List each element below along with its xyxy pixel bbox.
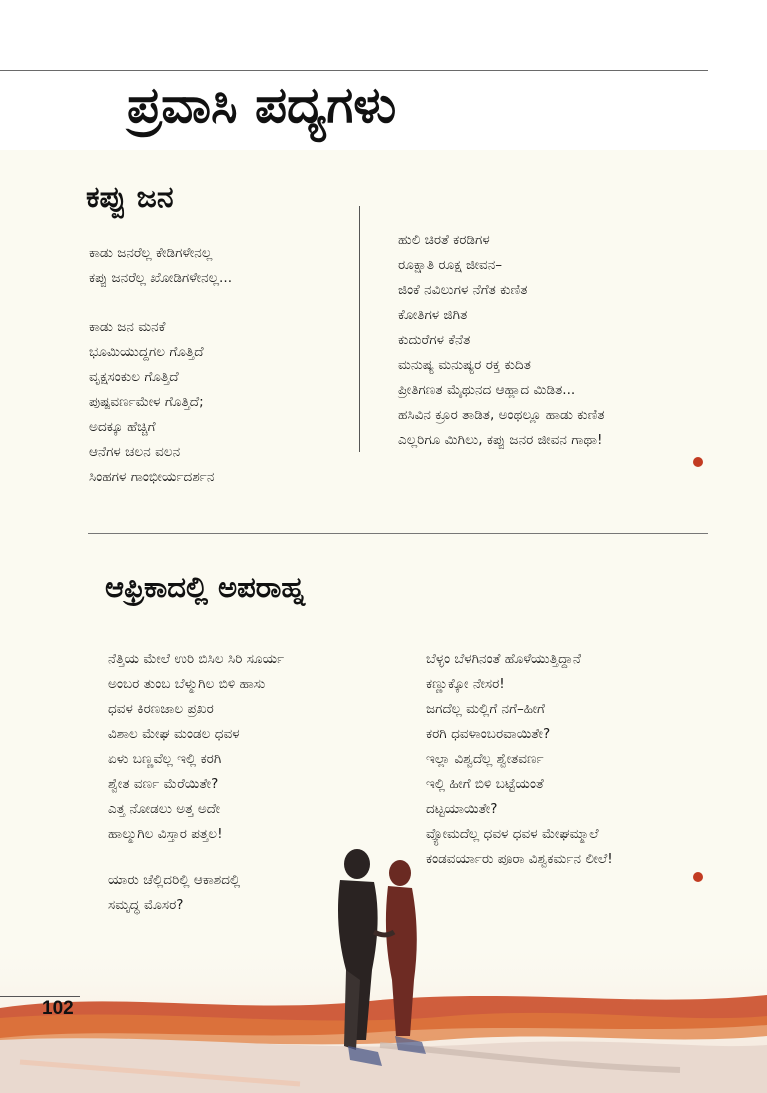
poem-line: ಕಾಡು ಜನರೆಲ್ಲ ಕೇಡಿಗಳೇನಲ್ಲ [89, 245, 213, 261]
poem1-end-dot [693, 457, 703, 467]
poem-line: ಬೆಳ್ಳಂ ಬೆಳಗಿನಂತೆ ಹೊಳೆಯುತ್ತಿದ್ದಾನೆ [426, 651, 581, 667]
poem-line: ವೃಕ್ಷಸಂಕುಲ ಗೊತ್ತಿದೆ [89, 369, 179, 385]
page-number-rule [0, 996, 80, 997]
poem1-stanza3 [398, 228, 605, 453]
poem-line: ಜಗದೆಲ್ಲ ಮಲ್ಲಿಗೆ ನಗೆ–ಹೀಗೆ [426, 701, 545, 717]
poem-line: ಏಳು ಬಣ್ಣವೆಲ್ಲ ಇಲ್ಲಿ ಕರಗಿ [108, 751, 222, 767]
poem2-title: ಆಫ್ರಿಕಾದಲ್ಲಿ ಅಪರಾಹ್ನ [105, 570, 306, 604]
page-number: 102 [42, 998, 74, 1019]
poem-line: ವಿಶಾಲ ಮೇಘ ಮಂಡಲ ಧವಳ [108, 726, 240, 742]
poem-line: ಕಾಡು ಜನ ಮನಕೆ [89, 319, 166, 335]
poem2-stanza3 [426, 647, 613, 872]
poem-line: ಪ್ರೀತಿಗಣತ ಮೈಥುನದ ಆಹ್ಲಾದ ಮಿಡಿತ... [398, 382, 576, 398]
poem1-stanza2 [89, 315, 214, 490]
poem-line: ಆನೆಗಳ ಚಲನ ವಲನ [89, 444, 181, 460]
poem-line: ಯಾರು ಚೆಲ್ಲಿದರಿಲ್ಲಿ ಆಕಾಶದಲ್ಲಿ [108, 872, 241, 888]
sunset-walkers-illustration [0, 840, 767, 1093]
poem-line: ಹುಲಿ ಚಿರತೆ ಕರಡಿಗಳ [398, 232, 490, 248]
poem-line: ಅದಕ್ಕೂ ಹೆಚ್ಚಿಗೆ [89, 419, 156, 435]
poem-line: ಇಲ್ಲಿ ಹೀಗೆ ಬಿಳಿ ಬಟ್ಟೆಯಂತೆ [426, 776, 544, 792]
poem-line: ರೂಕ್ಷಾತಿ ರೂಕ್ಷ ಜೀವನ– [398, 257, 503, 273]
poem-line: ಕಂಡವರ್ಯಾರು ಪೂರಾ ವಿಶ್ವಕರ್ಮನ ಲೀಲೆ! [426, 851, 613, 867]
poem-line: ಧವಳ ಕಿರಣಜಾಲ ಪ್ರಖರ [108, 701, 214, 717]
poem-line: ಕೋತಿಗಳ ಜಿಗಿತ [398, 307, 468, 323]
column-divider [359, 206, 360, 452]
poem-line: ಭೂಮಿಯುದ್ದಗಲ ಗೊತ್ತಿದೆ [89, 344, 204, 360]
poem-line: ಪುಷ್ಪವರ್ಣಮೇಳ ಗೊತ್ತಿದೆ; [89, 394, 204, 410]
poem-line: ಎಲ್ಲರಿಗೂ ಮಿಗಿಲು, ಕಪ್ಪು ಜನರ ಜೀವನ ಗಾಥಾ! [398, 432, 603, 448]
poem-line: ಎತ್ತ ನೋಡಲು ಅತ್ತ ಅದೇ [108, 801, 221, 817]
poem-line: ಇಲ್ಲಾ ವಿಶ್ವದೆಲ್ಲ ಶ್ವೇತವರ್ಣ [426, 751, 544, 767]
poem-line: ಜಿಂಕೆ ನವಿಲುಗಳ ನೆಗೆತ ಕುಣಿತ [398, 282, 528, 298]
poem-line: ಹಸಿವಿನ ಕ್ರೂರ ತಾಡಿತ, ಅಂಥಲ್ಲೂ ಹಾಡು ಕುಣಿತ [398, 407, 605, 423]
poem-line: ಕಣ್ಣುಕ್ಕೋ ನೇಸರ! [426, 676, 505, 692]
poem-line: ದಟ್ಟಯಾಯಿತೇ? [426, 801, 498, 817]
page-title: ಪ್ರವಾಸಿ ಪದ್ಯಗಳು [127, 76, 397, 134]
poem2-stanza1 [108, 647, 284, 847]
poem-line: ನೆತ್ತಿಯ ಮೇಲೆ ಉರಿ ಬಿಸಿಲ ಸಿರಿ ಸೂರ್ಯ [108, 651, 285, 667]
poem-line: ಸಮೃದ್ಧ ಮೊಸರ? [108, 897, 184, 913]
section-divider [88, 533, 708, 534]
poem-line: ಕರಗಿ ಧವಳಾಂಬರವಾಯಿತೇ? [426, 726, 551, 742]
poem-line: ಅಂಬರ ತುಂಬ ಬೆಳ್ಮುಗಿಲ ಬಿಳಿ ಹಾಸು [108, 676, 266, 692]
poem-line: ಹಾಲ್ಮುಗಿಲ ವಿಸ್ತಾರ ಪತ್ತಲ! [108, 826, 223, 842]
poem1-stanza1 [89, 241, 232, 291]
poem1-title: ಕಪ್ಪು ಜನ [86, 180, 174, 215]
top-rule [0, 70, 708, 71]
poem-line: ಕುದುರೆಗಳ ಕೆನೆತ [398, 332, 471, 348]
poem-line: ಶ್ವೇತ ವರ್ಣ ಮೆರೆಯಿತೇ? [108, 776, 219, 792]
poem-line: ಮನುಷ್ಯ ಮನುಷ್ಯರ ರಕ್ತ ಕುದಿತ [398, 357, 531, 373]
poem-line: ವ್ಯೋಮದೆಲ್ಲ ಧವಳ ಧವಳ ಮೇಘಮ್ಮಾಲೆ [426, 826, 599, 842]
poem-line: ಕಪ್ಪು ಜನರೆಲ್ಲ ಖೋಡಿಗಳೇನಲ್ಲ... [89, 270, 233, 286]
poem-line: ಸಿಂಹಗಳ ಗಾಂಭೀರ್ಯದರ್ಶನ [89, 469, 215, 485]
